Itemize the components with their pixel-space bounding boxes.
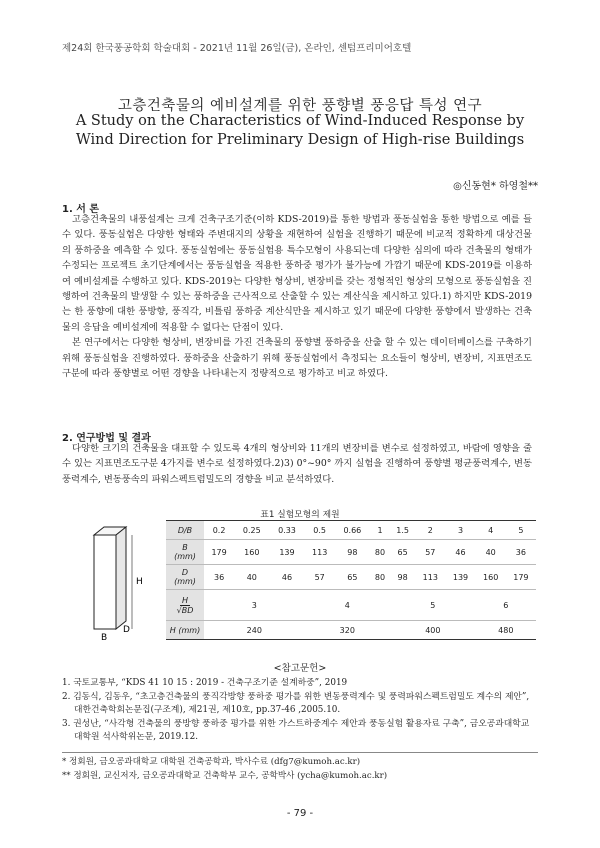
row-label-b (166, 540, 204, 565)
table-cell: 4 (476, 521, 506, 540)
model-front-face (94, 535, 116, 629)
model-diagram (86, 523, 152, 641)
model-spec-table (166, 520, 536, 640)
row-label-aspect-ratio (166, 590, 204, 621)
author-line: ◎신동현* 하영철** (453, 181, 538, 192)
aspect-ratio-numerator: H (181, 595, 188, 605)
section-1-paragraph-1: 고층건축물의 내풍설계는 크게 건축구조기준(이하 KDS-2019)를 통한 방법과 풍동실험을 통한 방법으로 예를 들 수 있다. 풍동실험은 다양한 형태와 주변대지의 상황을 재현하여 실험을 진행하기 때문에 비교적 정확하게 대상건물의 풍하중을 예측할 수 있다. 풍동실험에는 풍동실험용 특수모형이 사용되는데 다양한 심의에 따라 건축물의 형태가 수정되는 프로젝트 초기단계에서는 풍동실험을 적용한 풍하중 평가가 불가능에 가깝기 때문에 KDS-2019를 이용하여 예비설계를 수행하고 있다. KDS-2019는 다양한 형상비, 변장비를 갖는 정형적인 형상의 모형으로 풍동실험을 진행하여 건축물의 발생할 수 있는 풍하중을 근사적으로 산출할 수 있는 계산식을 제시하고 있다.1) 하지만 KDS-2019는 한 풍향에 대한 풍방향, 풍직각, 비틀림 풍하중 계산식만을 제시하고 있기 때문에 다양한 풍향에서 발생하는 건축물의 응답을 예비설계에 적용할 수 없다는 단점이 있다. (62, 214, 532, 333)
table-cell: 480 (476, 621, 536, 640)
table-cell: 36 (204, 565, 234, 590)
depth-label: D (123, 625, 130, 635)
table-cell: 80 (370, 565, 390, 590)
table-cell: 40 (476, 540, 506, 565)
table-cell: 1.5 (390, 521, 415, 540)
table-cell: 160 (234, 540, 269, 565)
row-label-h-unit: (mm) (178, 625, 201, 635)
table-cell: 160 (476, 565, 506, 590)
references-list (62, 677, 538, 745)
table-cell: 5 (390, 590, 476, 621)
footnote-item: * 정회원, 금오공과대학교 대학원 건축공학과, 박사수료 (dfg7@kumoh.ac.kr) (62, 757, 361, 767)
table-cell: 57 (415, 540, 445, 565)
table-cell: 139 (269, 540, 304, 565)
table-cell: 113 (415, 565, 445, 590)
table-cell: 2 (415, 521, 445, 540)
section-1-body (62, 212, 532, 381)
table-cell: 46 (445, 540, 475, 565)
table-cell: 36 (506, 540, 536, 565)
section-1-heading: 1. 서 론 (62, 204, 100, 215)
table-cell: 65 (335, 565, 370, 590)
height-label: H (136, 577, 143, 587)
table-cell: 139 (445, 565, 475, 590)
table-row-d (166, 565, 536, 590)
row-label-db: D/B (166, 521, 204, 540)
table-cell: 65 (390, 540, 415, 565)
table-cell: 3 (204, 590, 305, 621)
paper-title-korean: 고층건축물의 예비설계를 위한 풍향별 풍응답 특성 연구 (117, 98, 483, 114)
table-cell: 0.66 (335, 521, 370, 540)
row-label-d (166, 565, 204, 590)
table-cell: 4 (305, 590, 391, 621)
section-2-heading: 2. 연구방법 및 결과 (62, 433, 151, 444)
table-cell: 5 (506, 521, 536, 540)
table-cell: 179 (506, 565, 536, 590)
table-cell: 3 (445, 521, 475, 540)
table-cell: 80 (370, 540, 390, 565)
conference-header: 제24회 한국풍공학회 학술대회 - 2021년 11월 26일(금), 온라인, 센텀프리미어호텔 (62, 43, 412, 54)
table-row-aspect-ratio (166, 590, 536, 621)
row-label-d-symbol: D (181, 568, 189, 577)
table-cell: 179 (204, 540, 234, 565)
table-row-h (166, 621, 536, 640)
table-cell: 98 (390, 565, 415, 590)
table-cell: 0.33 (269, 521, 304, 540)
section-2-paragraph-1: 다양한 크기의 건축물을 대표할 수 있도록 4개의 형상비와 11개의 변장비를 변수로 설정하였고, 바람에 영향을 줄 수 있는 지표면조도구분 4가지를 변수로 설정하였다.2)3) 0°~90° 까지 실험을 진행하여 풍향별 평균풍력계수, 변동풍력계수, 변동풍속의 파워스펙트럼밀도의 경향을 비교 분석하였다. (62, 443, 532, 485)
reference-item: 1. 국토교통부, “KDS 41 10 15 : 2019 - 건축구조기준 설계하중”, 2019 (62, 678, 348, 688)
page-number: - 79 - (286, 808, 314, 819)
table-cell: 0.25 (234, 521, 269, 540)
reference-item: 2. 김동식, 김동우, “초고층건축물의 풍직각방향 풍하중 평가를 위한 변동풍력계수 및 풍력파워스펙트럼밀도 계수의 제안”, 대한건축학회논문집(구조계), 제21권, 제10호, pp.37-46 ,2005.10. (62, 691, 530, 715)
section-1-paragraph-2: 본 연구에서는 다양한 형상비, 변장비를 가진 건축물의 풍향별 풍하중을 산출 할 수 있는 데이터베이스를 구축하기 위해 풍동실험을 진행하였다. 풍하중을 산출하기 위해 풍동실험에서 측정되는 요소들이 형상비, 변장비, 지표면조도구분에 따라 풍향별로 어떤 경향을 나타내는지 정량적으로 평가하고 비교 하였다. (62, 337, 532, 380)
aspect-ratio-denominator: √BD (176, 605, 194, 615)
table-cell: 0.2 (204, 521, 234, 540)
table-cell: 0.5 (305, 521, 335, 540)
table-cell: 1 (370, 521, 390, 540)
row-label-b-symbol: B (182, 543, 188, 552)
references-heading: <참고문헌> (273, 663, 327, 674)
width-label: B (101, 633, 108, 641)
table-cell: 57 (305, 565, 335, 590)
table-cell: 113 (305, 540, 335, 565)
footnote-item: ** 정회원, 교신저자, 금오공과대학교 건축학부 교수, 공학박사 (ycha@kumoh.ac.kr) (62, 770, 388, 781)
table-cell: 400 (390, 621, 476, 640)
row-label-b-unit: (mm) (174, 552, 196, 561)
model-side-face (116, 527, 126, 629)
table-cell: 320 (305, 621, 391, 640)
row-label-h-symbol: H (169, 625, 176, 635)
paper-title-english: A Study on the Characteristics of Wind-Induced Response by Wind Direction for Preliminary Design of High-rise Buildings (75, 113, 525, 148)
row-label-h (166, 621, 204, 640)
table-cell: 46 (269, 565, 304, 590)
table-cell: 240 (204, 621, 305, 640)
footnotes (62, 756, 387, 783)
reference-item: 3. 권성난, “사각형 건축물의 풍방향 풍하중 평가를 위한 가스트하중계수 제안과 풍동실험 활용자료 구축”, 금오공과대학교 대학원 석사학위논문, 2019.12. (62, 718, 530, 742)
table-row-db (166, 521, 536, 540)
table-cell: 6 (476, 590, 536, 621)
section-2-body (62, 441, 532, 487)
row-label-d-unit: (mm) (174, 577, 196, 586)
table-cell: 40 (234, 565, 269, 590)
table-caption: 표1 실험모형의 제원 (260, 510, 340, 520)
table-row-b (166, 540, 536, 565)
footnote-divider (62, 752, 538, 753)
table-cell: 98 (335, 540, 370, 565)
